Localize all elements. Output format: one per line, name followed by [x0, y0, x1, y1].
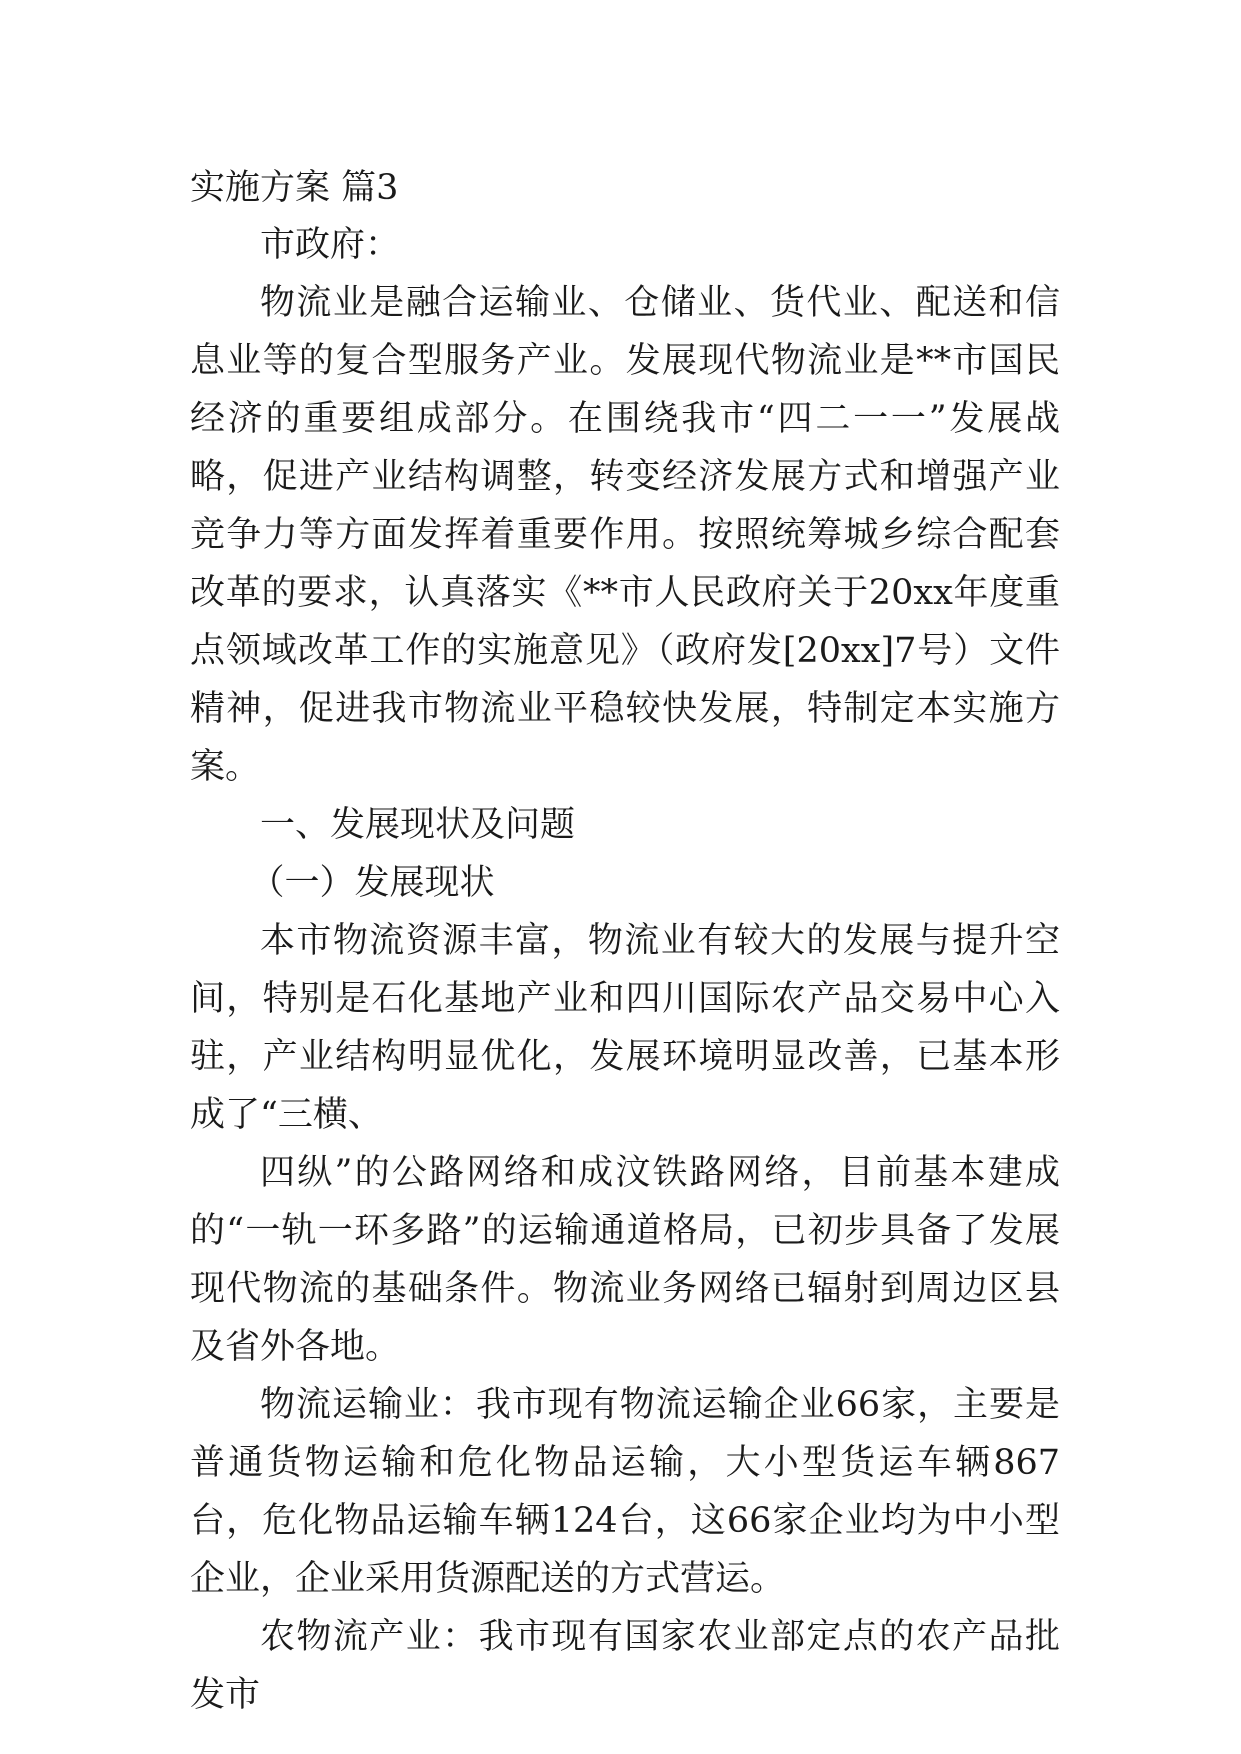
document-body — [190, 160, 1060, 1724]
document-title: 实施方案 篇3 — [190, 168, 399, 208]
salutation: 市政府： — [260, 225, 401, 265]
section-heading: 一、发展现状及问题 — [260, 805, 576, 845]
body-paragraph: 物流运输业：我市现有物流运输企业66家，主要是普通货物运输和危化物品运输，大小型货运车辆867台，危化物品运输车辆124台，这66家企业均为中小型企业，企业采用货源配送的方式营运。 — [190, 1385, 1060, 1599]
body-paragraph: 四纵”的公路网络和成汶铁路网络，目前基本建成的“一轨一环多路”的运输通道格局，已初步具备了发展现代物流的基础条件。物流业务网络已辐射到周边区县及省外各地。 — [190, 1153, 1060, 1367]
body-paragraph: 本市物流资源丰富，物流业有较大的发展与提升空间，特别是石化基地产业和四川国际农产品交易中心入驻，产业结构明显优化，发展环境明显改善，已基本形成了“三横、 — [190, 921, 1060, 1135]
body-paragraph: 农物流产业：我市现有国家农业部定点的农产品批发市 — [190, 1617, 1060, 1715]
subsection-heading: （一）发展现状 — [249, 863, 495, 903]
intro-paragraph: 物流业是融合运输业、仓储业、货代业、配送和信息业等的复合型服务产业。发展现代物流业是**市国民经济的重要组成部分。在围绕我市“四二一一”发展战略，促进产业结构调整，转变经济发展方式和增强产业竞争力等方面发挥着重要作用。按照统筹城乡综合配套改革的要求，认真落实《**市人民政府关于20xx年度重点领域改革工作的实施意见》（政府发[20xx]7号）文件精神，促进我市物流业平稳较快发展，特制定本实施方案。 — [190, 283, 1060, 787]
